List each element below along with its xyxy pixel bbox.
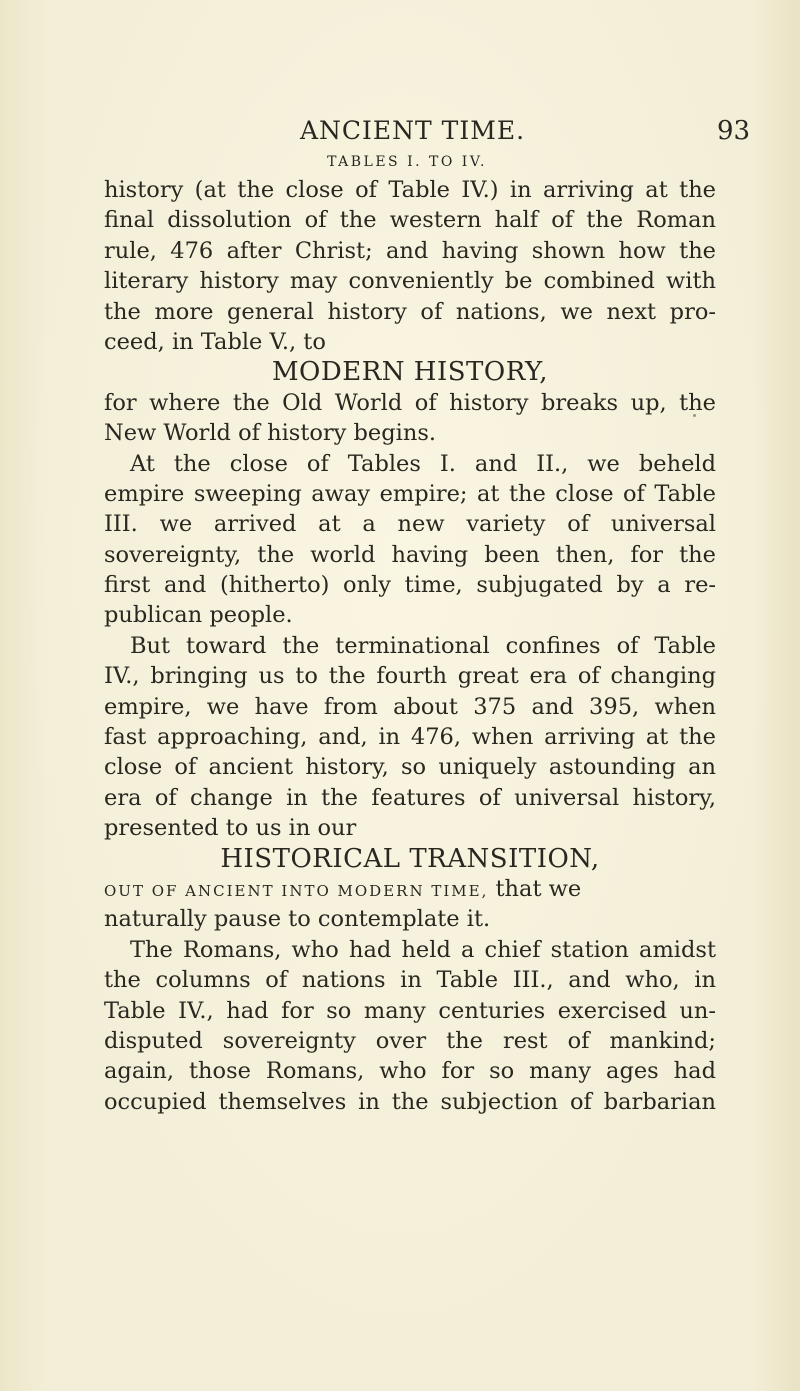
text-line: disputed sovereignty over the rest of mankind; <box>104 1027 716 1054</box>
text-line: history (at the close of Table IV.) in arriving at the <box>104 177 716 203</box>
section-subhead: TABLES I. TO IV. <box>327 154 487 170</box>
text-line <box>104 874 716 904</box>
small-caps-phrase: OUT OF ANCIENT INTO MODERN TIME, <box>104 881 489 900</box>
text-line: IV., bringing us to the fourth great era of changing <box>104 663 716 690</box>
text-line: the more general history of nations, we next pro- <box>104 298 716 325</box>
text-line: close of ancient history, so uniquely astounding an <box>104 754 716 781</box>
text-line: empire, we have from about 375 and 395, when <box>104 693 716 720</box>
body-text <box>104 175 716 1117</box>
text-line: first and (hitherto) only time, subjugated by a re- <box>104 572 716 599</box>
text-line: empire sweeping away empire; at the close of Table <box>104 480 716 507</box>
text-run: that we <box>488 875 582 902</box>
text-line: for where the Old World of history breaks up, the <box>104 389 716 416</box>
page-number: 93 <box>717 116 751 146</box>
text-line: III. we arrived at a new variety of universal <box>104 511 716 538</box>
text-line: New World of history begins. <box>104 420 437 447</box>
text-line: Table IV., had for so many centuries exercised un- <box>104 997 716 1024</box>
text-line: At the close of Tables I. and II., we beheld <box>130 450 716 477</box>
section-heading-historical-transition: HISTORICAL TRANSITION, <box>220 843 600 874</box>
running-head <box>0 116 800 152</box>
text-line: rule, 476 after Christ; and having shown how the <box>104 237 716 264</box>
text-line: naturally pause to contemplate it. <box>104 906 491 933</box>
text-line: fast approaching, and, in 476, when arriving at the <box>104 724 716 751</box>
section-heading-modern-history: MODERN HISTORY, <box>271 357 549 388</box>
text-line: final dissolution of the western half of the Roman <box>104 207 716 234</box>
text-line: publican people. <box>104 602 293 629</box>
text-line: literary history may conveniently be combined with <box>104 268 716 295</box>
text-line: presented to us in our <box>104 815 357 842</box>
text-line: ceed, in Table V., to <box>104 328 326 355</box>
text-line: era of change in the features of universal history, <box>104 784 716 811</box>
text-line: But toward the terminational confines of Table <box>130 632 716 659</box>
running-title: ANCIENT TIME. <box>300 116 526 145</box>
text-line: sovereignty, the world having been then, for the <box>104 541 716 568</box>
text-line: The Romans, who had held a chief station amidst <box>130 936 716 963</box>
text-line: the columns of nations in Table III., and who, in <box>104 967 716 994</box>
text-line: again, those Romans, who for so many ages had <box>104 1058 716 1085</box>
text-line: occupied themselves in the subjection of barbarian <box>104 1088 716 1115</box>
